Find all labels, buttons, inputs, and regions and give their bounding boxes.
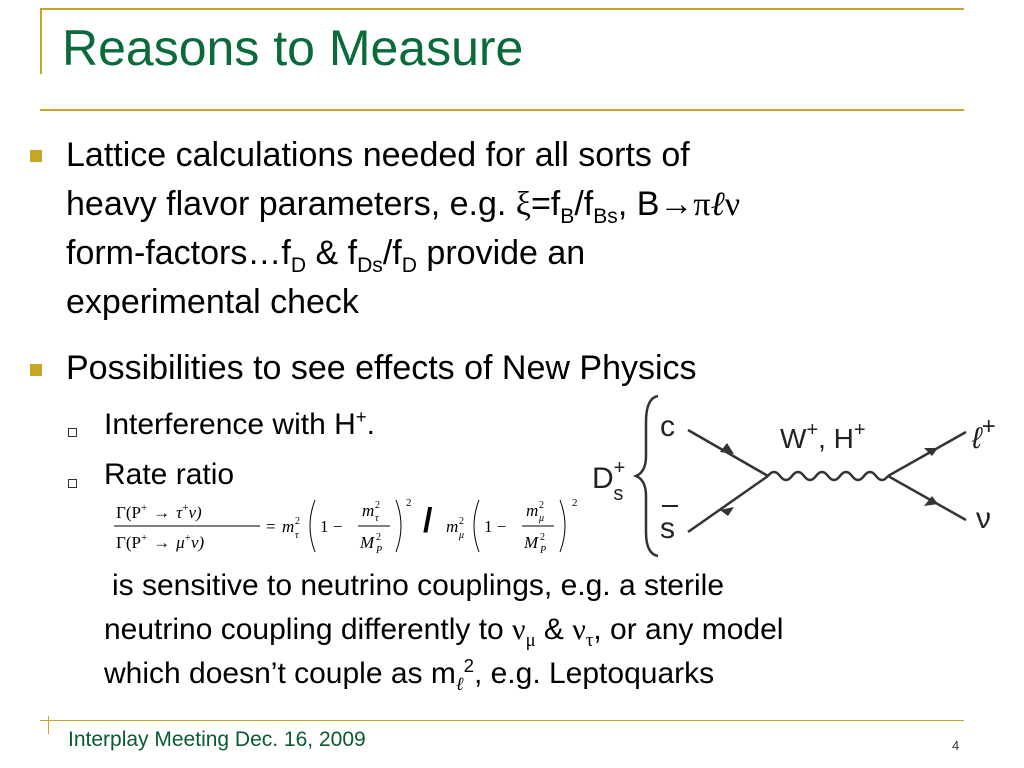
- subscript: Ds: [357, 253, 383, 277]
- page-number: 4: [952, 738, 960, 753]
- formula-sub-tau: τ: [295, 530, 299, 541]
- superscript: +: [355, 406, 367, 427]
- nu-symbol: ν: [512, 613, 526, 646]
- text: neutrino coupling differently to: [104, 613, 513, 646]
- formula-exp: 2: [459, 516, 464, 527]
- formula-equals: =: [266, 517, 276, 536]
- ell-symbol: ℓ: [710, 186, 725, 223]
- arrow-symbol: →: [659, 186, 694, 223]
- text: heavy flavor parameters, e.g.: [66, 185, 516, 223]
- quark-sbar-label: s: [660, 512, 675, 545]
- superscript: 2: [463, 655, 474, 676]
- formula-sub-p: P: [376, 545, 383, 556]
- subscript: Bs: [593, 204, 618, 228]
- text: Interference with H: [104, 408, 356, 441]
- slide-title: Reasons to Measure: [62, 20, 524, 76]
- formula-exp: 2: [375, 500, 380, 511]
- formula-denominator: Γ(P+ → μ+ν): [116, 532, 205, 552]
- bullet-marker: [30, 150, 42, 162]
- bullet-1-line-3: [66, 229, 740, 278]
- text: which doesn’t couple as m: [104, 657, 456, 690]
- bullet-2-text: Possibilities to see effects of New Physics: [66, 349, 697, 387]
- footer-rule: [40, 720, 964, 721]
- subscript: τ: [585, 630, 594, 651]
- formula-m-tau: m: [282, 517, 295, 536]
- bullet-1-line-2: [66, 180, 740, 229]
- meson-label: D+ s: [592, 457, 626, 505]
- formula-sub-tau: τ: [375, 513, 379, 524]
- pi-symbol: π: [693, 186, 711, 223]
- paragraph: [104, 564, 783, 696]
- formula-slash: /: [423, 502, 433, 540]
- subscript: B: [560, 204, 575, 228]
- sub-bullet-marker: [68, 479, 77, 488]
- paragraph-line-2: [104, 608, 783, 652]
- bullet-1-text: [66, 131, 740, 327]
- quark-sbar-line: [688, 476, 768, 532]
- quark-c-label: c: [660, 410, 675, 443]
- footer-text: Interplay Meeting Dec. 16, 2009: [68, 728, 366, 751]
- xi-symbol: ξ: [515, 186, 531, 223]
- text: provide an: [416, 234, 586, 272]
- text: & f: [306, 234, 358, 272]
- text: , or any model: [593, 613, 784, 646]
- paren: [560, 500, 565, 552]
- lepton-line: [888, 432, 966, 476]
- subscript: μ: [525, 630, 536, 651]
- paren: [474, 500, 479, 552]
- paragraph-line-3: [104, 652, 783, 696]
- formula-exp: 2: [540, 532, 545, 543]
- text: , e.g. Leptoquarks: [473, 657, 715, 690]
- paragraph-line-1: is sensitive to neutrino couplings, e.g. a sterile: [112, 569, 724, 602]
- formula-inner-den: M: [524, 533, 539, 552]
- bullet-1-line-4: experimental check: [66, 283, 359, 321]
- formula-one-minus: 1 −: [320, 517, 343, 536]
- formula-exp: 2: [295, 516, 300, 527]
- feynman-diagram: [588, 392, 1020, 562]
- text: /f: [382, 234, 402, 272]
- formula-inner-num: m: [362, 501, 375, 520]
- sub-bullet-interference: [104, 402, 375, 448]
- frame-top-line: [40, 8, 964, 10]
- formula-inner-num: m: [526, 501, 539, 520]
- boson-label: W+, H+: [780, 419, 866, 454]
- formula-exp: 2: [572, 497, 578, 509]
- formula-numerator: Γ(P+ → τ+ν): [116, 502, 202, 522]
- neutrino-label: ν: [976, 502, 991, 535]
- sub-bullet-marker: [68, 428, 77, 437]
- formula-sub-mu: μ: [459, 530, 465, 541]
- formula-exp: 2: [376, 532, 381, 543]
- formula-exp: 2: [406, 497, 412, 509]
- text: .: [366, 408, 375, 441]
- text: /f: [574, 185, 594, 223]
- formula-inner-den: M: [360, 533, 375, 552]
- text: , B: [617, 185, 660, 223]
- text: =f: [530, 185, 561, 223]
- paren: [396, 500, 401, 552]
- formula-exp: 2: [539, 500, 544, 511]
- paren: [310, 500, 315, 552]
- title-rule: [40, 109, 964, 111]
- neutrino-line: [888, 476, 966, 520]
- formula-one-minus: 1 −: [484, 517, 507, 536]
- nu-symbol: ν: [572, 613, 586, 646]
- boson-wavy-line: [768, 472, 888, 480]
- rate-ratio-formula: [112, 494, 592, 558]
- subscript: D: [290, 253, 307, 277]
- subscript: ℓ: [455, 674, 464, 695]
- nu-symbol: ν: [724, 186, 741, 223]
- text: form-factors…f: [66, 234, 291, 272]
- bullet-marker: [30, 364, 42, 376]
- formula-sub-p: P: [540, 545, 547, 556]
- bullet-1-line-1: Lattice calculations needed for all sorts of: [66, 136, 690, 174]
- text: &: [535, 613, 573, 646]
- sub-bullet-rate-ratio: Rate ratio: [104, 458, 235, 491]
- formula-sub-mu: μ: [539, 513, 545, 524]
- formula-m-mu: m: [446, 517, 459, 536]
- frame-vertical-line: [40, 8, 42, 74]
- footer-tick: [48, 716, 49, 734]
- meson-brace: [636, 396, 658, 556]
- lepton-label: ℓ+: [972, 413, 996, 455]
- subscript: D: [401, 253, 417, 277]
